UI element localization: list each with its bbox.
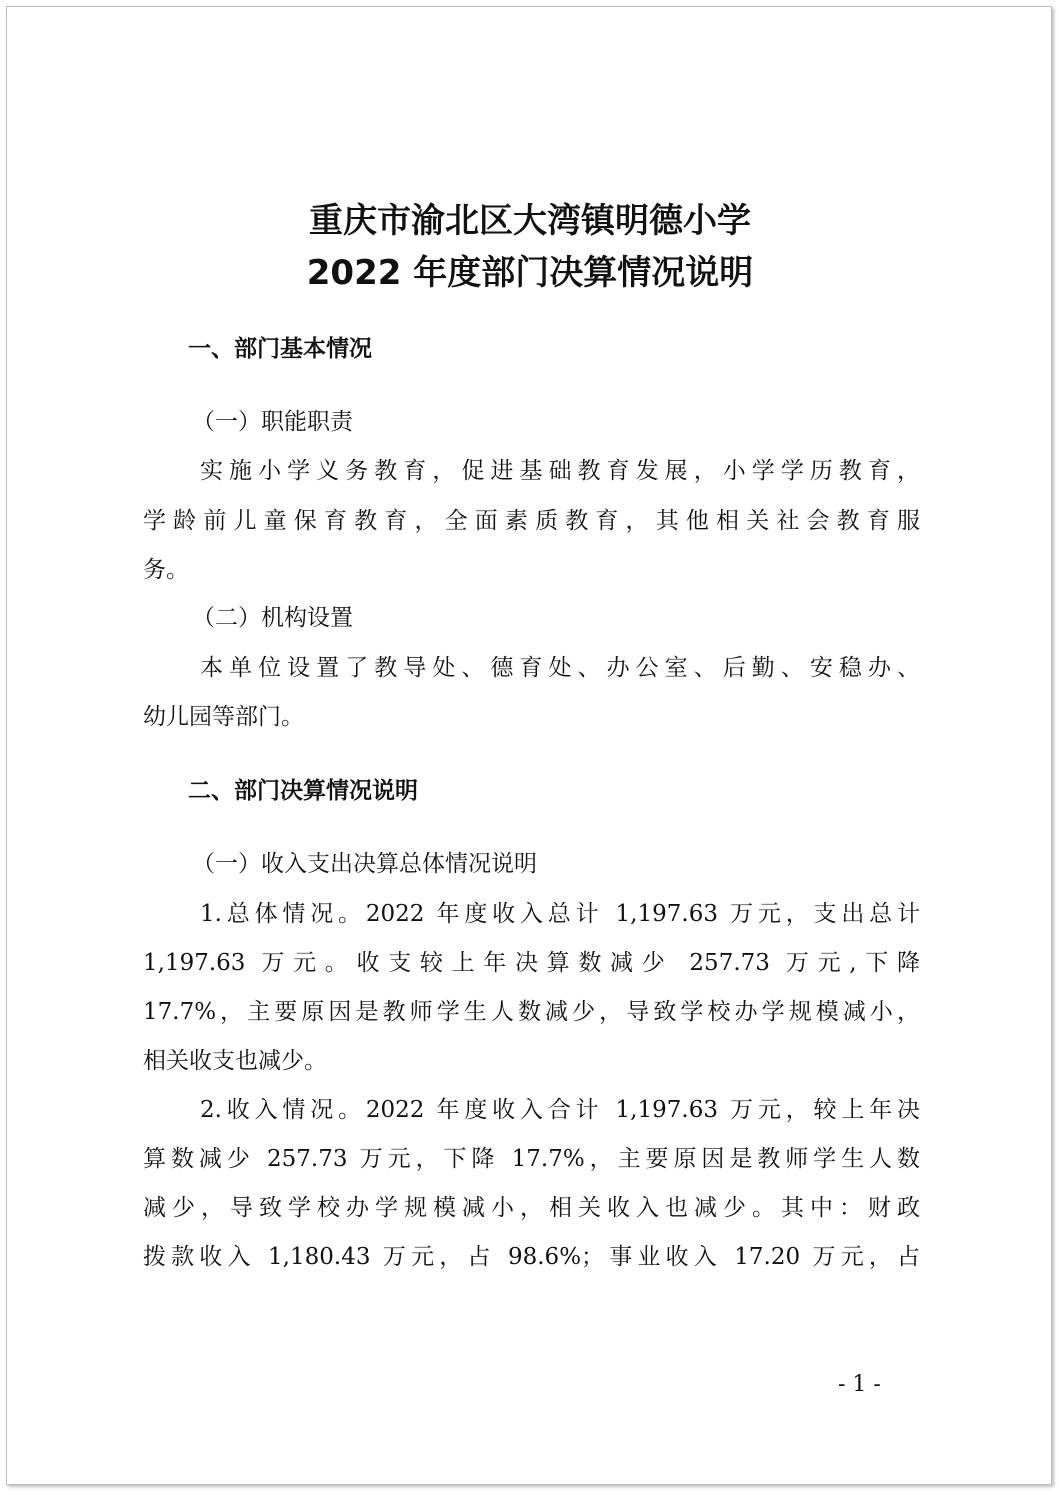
section2-heading: 二、部门决算情况说明 — [188, 778, 418, 804]
section1-sub2-heading: （二）机构设置 — [192, 605, 353, 631]
paragraph-line: 实施小学义务教育，促进基础教育发展，小学学历教育， — [200, 458, 920, 484]
section1-heading: 一、部门基本情况 — [188, 336, 372, 362]
paragraph-line: 1.总体情况。2022 年度收入总计 1,197.63 万元，支出总计 — [200, 901, 920, 927]
paragraph-line: 务。 — [143, 557, 189, 583]
paragraph-line: 拨款收入 1,180.43 万元，占 98.6%；事业收入 17.20 万元，占 — [143, 1244, 920, 1270]
paragraph-line: 17.7%，主要原因是教师学生人数减少，导致学校办学规模减小， — [143, 999, 920, 1025]
paragraph-line: 减少，导致学校办学规模减小，相关收入也减少。其中：财政 — [143, 1195, 920, 1221]
document-title-line1: 重庆市渝北区大湾镇明德小学 — [309, 201, 751, 241]
paragraph-line: 相关收支也减少。 — [143, 1048, 327, 1074]
document-title-line2: 2022 年度部门决算情况说明 — [306, 253, 754, 293]
section1-sub1-heading: （一）职能职责 — [192, 409, 353, 435]
paragraph-line: 算数减少 257.73 万元，下降 17.7%，主要原因是教师学生人数 — [143, 1146, 920, 1172]
section2-sub1-heading: （一）收入支出决算总体情况说明 — [192, 851, 537, 877]
page-number: - 1 - — [838, 1372, 881, 1397]
paragraph-line: 学龄前儿童保育教育，全面素质教育，其他相关社会教育服 — [143, 508, 920, 534]
paragraph-line: 本单位设置了教导处、德育处、办公室、后勤、安稳办、 — [200, 655, 920, 681]
paragraph-line: 1,197.63 万元。收支较上年决算数减少 257.73 万元,下降 — [143, 950, 920, 976]
paragraph-line: 幼儿园等部门。 — [143, 704, 304, 730]
paragraph-line: 2.收入情况。2022 年度收入合计 1,197.63 万元，较上年决 — [200, 1097, 920, 1123]
